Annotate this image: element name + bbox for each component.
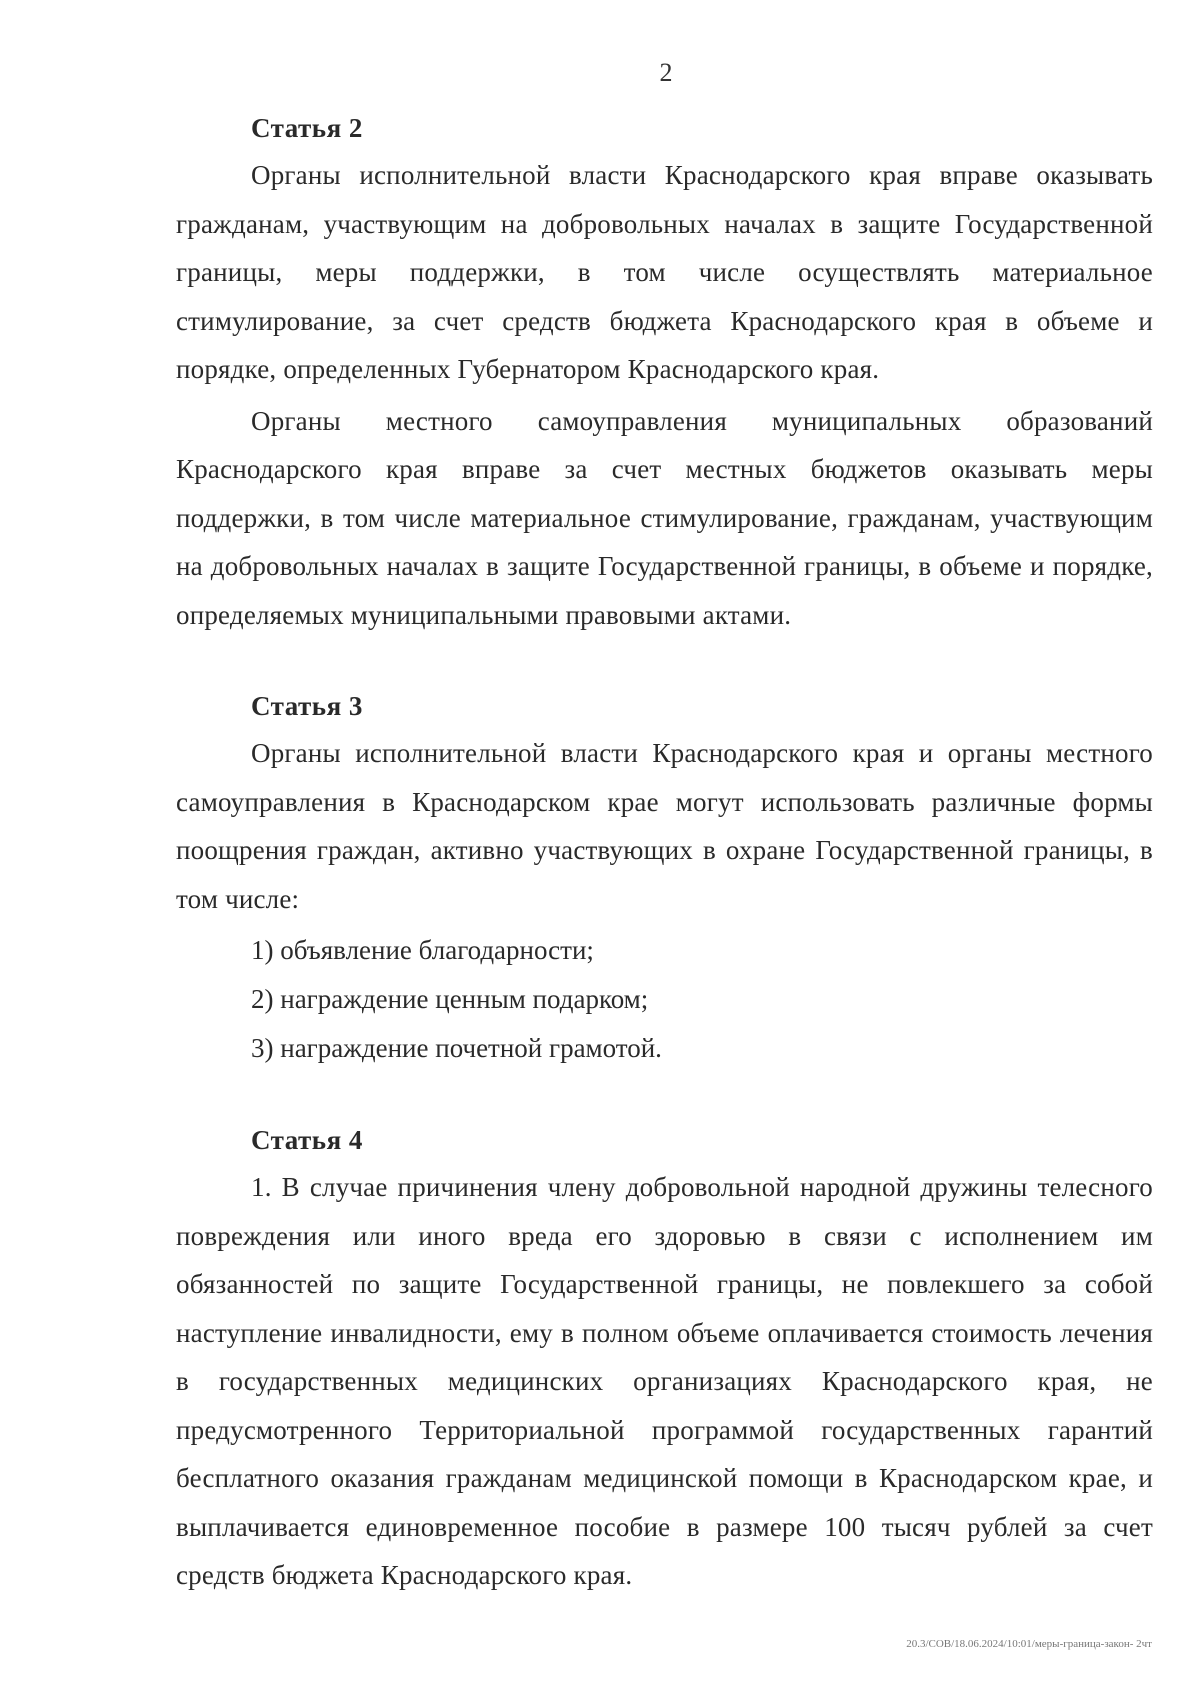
- page-number: 2: [659, 58, 673, 87]
- list-item: 3) награждение почетной грамотой.: [251, 1033, 662, 1063]
- paragraph: 1. В случае причинения члену добровольной народной дружины телесного повреждения или иного вреда его здоровью в связи с исполнением им обязанностей по защите Государственной границы, не повлекшего за собой наступление инвалидности, ему в полном объеме оплачивается стоимость лечения в государственных медицинских организациях Краснодарского края, не предусмотренного Территориальной программой государственных гарантий бесплатного оказания гражданам медицинской помощи в Краснодарском крае, и выплачивается единовременное пособие в размере 100 тысяч рублей за счет средств бюджета Краснодарского края.: [176, 1172, 1153, 1590]
- document-body: [176, 105, 1153, 1600]
- article-title: Статья 4: [251, 1125, 363, 1155]
- article-3: [176, 683, 1153, 1073]
- paragraph: Органы исполнительной власти Краснодарского края вправе оказывать гражданам, участвующим на добровольных началах в защите Государственной границы, меры поддержки, в том числе осуществлять материальное стимулирование, за счет средств бюджета Краснодарского края в объеме и порядке, определенных Губернатором Краснодарского края.: [176, 160, 1153, 384]
- footer-code: 20.3/СОВ/18.06.2024/10:01/меры-граница-закон- 2чт: [906, 1638, 1152, 1650]
- list-item: 1) объявление благодарности;: [251, 935, 594, 965]
- article-2: [176, 105, 1153, 639]
- paragraph: Органы исполнительной власти Краснодарского края и органы местного самоуправления в Краснодарском крае могут использовать различные формы поощрения граждан, активно участвующих в охране Государственной границы, в том числе:: [176, 738, 1153, 914]
- article-title: Статья 3: [251, 691, 363, 721]
- article-title: Статья 2: [251, 113, 363, 143]
- article-4: [176, 1117, 1153, 1600]
- paragraph: Органы местного самоуправления муниципальных образований Краснодарского края вправе за счет местных бюджетов оказывать меры поддержки, в том числе материальное стимулирование, гражданам, участвующим на добровольных началах в защите Государственной границы, в объеме и порядке, определяемых муниципальными правовыми актами.: [176, 405, 1153, 630]
- list-item: 2) награждение ценным подарком;: [251, 984, 649, 1014]
